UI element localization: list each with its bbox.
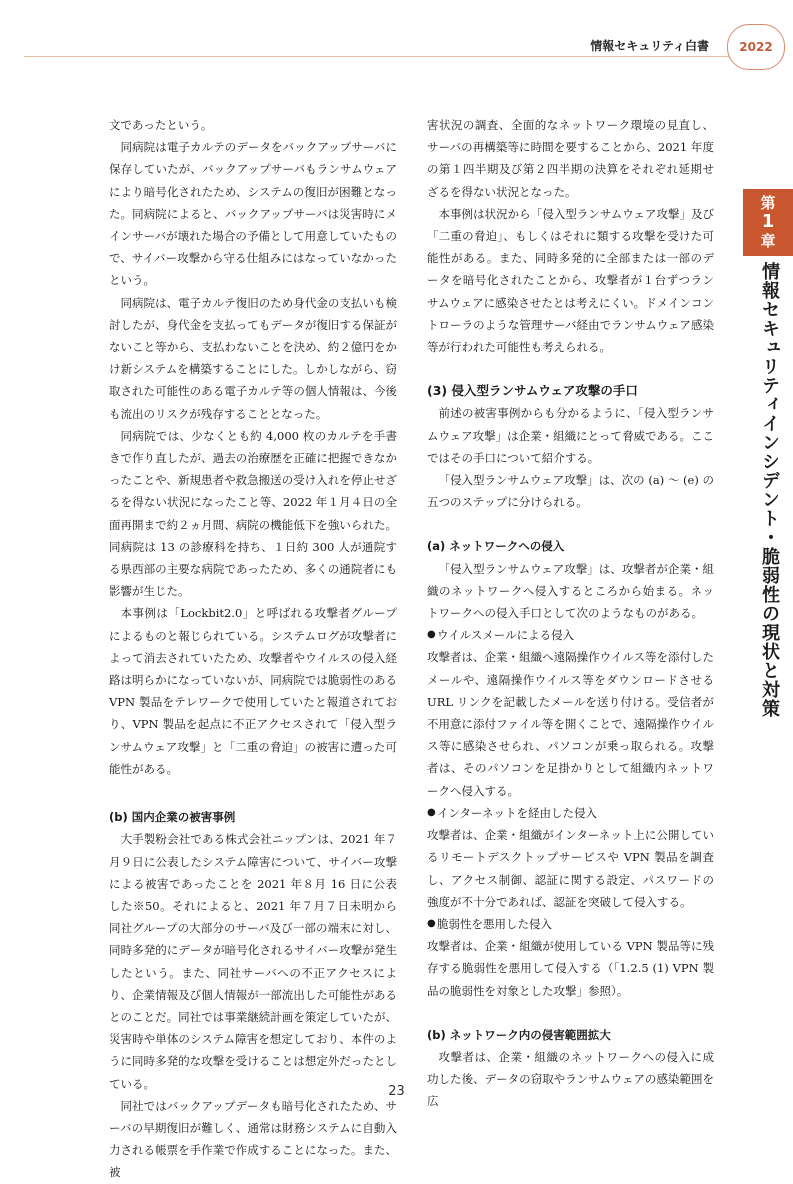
- paragraph: 攻撃者は、企業・組織のネットワークへの侵入に成功した後、データの窃取やランサムウェアの感染範囲を広: [427, 1049, 714, 1109]
- header-rule: [24, 56, 729, 57]
- paragraph: 同社ではバックアップデータも暗号化されたため、サーバの早期復旧が難しく、通常は財務システムに自動入力される帳票を手作業で作成することになった。また、被: [109, 1098, 397, 1180]
- left-column: [109, 114, 397, 1184]
- section-heading-b: (b) ネットワーク内の侵害範囲拡大: [427, 1027, 611, 1042]
- bullet-label: ウイルスメールによる侵入: [437, 628, 575, 643]
- bullet-item: [427, 624, 714, 802]
- bullet-dot-icon: ●: [427, 629, 436, 641]
- paragraph: 「侵入型ランサムウェア攻撃」は、攻撃者が企業・組織のネットワークへ侵入するところから始まる。ネットワークへの侵入手口として次のようなものがある。: [427, 561, 714, 621]
- chapter-label-bottom: 章: [760, 231, 776, 250]
- paragraph: 文であったという。: [109, 118, 213, 132]
- bullet-body: 攻撃者は、企業・組織がインターネット上に公開しているリモートデスクトップサービスや VPN 製品を調査し、アクセス制御、認証に関する設定、パスワードの強度が不十分であれば、認証を突破して侵入する。: [427, 828, 714, 909]
- chapter-number: 1: [761, 211, 775, 233]
- paragraph: 本事例は「Lockbit2.0」と呼ばれる攻撃者グループによるものと報じられている。システムログが攻撃者によって消去されていたため、攻撃者やウイルスの侵入経路は明らかになっていないが、同病院では脆弱性のある VPN 製品をテレワークで使用していたと報道されており、VPN 製品を起点に不正アクセスされて「侵入型ランサムウェア攻撃」と「二重の脅迫」の被害に遭った可能性がある。: [109, 606, 397, 776]
- bullet-item: [427, 802, 714, 913]
- publication-title: 情報セキュリティ白書: [590, 39, 709, 53]
- section-heading-3: (3) 侵入型ランサムウェア攻撃の手口: [427, 383, 638, 399]
- paragraph: 前述の被害事例からも分かるように、「侵入型ランサムウェア攻撃」は企業・組織にとって脅威である。ここではその手口について紹介する。: [427, 406, 714, 465]
- year-badge: 2022: [727, 24, 785, 70]
- bullet-dot-icon: ●: [427, 917, 436, 929]
- bullet-body: 攻撃者は、企業・組織が使用している VPN 製品等に残存する脆弱性を悪用して侵入する（「1.2.5 (1) VPN 製品の脆弱性を対象とした攻撃」参照）。: [427, 939, 714, 998]
- paragraph: 害状況の調査、全面的なネットワーク環境の見直し、サーバの再構築等に時間を要することから、2021 年度の第１四半期及び第２四半期の決算をそれぞれ延期せざるを得ない状況となった。: [427, 118, 714, 199]
- section-heading-a: (a) ネットワークへの侵入: [427, 539, 565, 554]
- page-number: 23: [388, 1084, 405, 1099]
- chapter-label-top: 第: [760, 194, 776, 212]
- paragraph: 本事例は状況から「侵入型ランサムウェア攻撃」及び「二重の脅迫」、もしくはそれに類する攻撃を受けた可能性がある。また、同時多発的に全部または一部のデータを暗号化されたことから、攻撃者が１台ずつランサムウェアに感染させたとは考えにくい。ドメインコントローラのような管理サーバ経由でランサムウェア感染等が行われた可能性も考えられる。: [427, 206, 714, 355]
- bullet-label: 脆弱性を悪用した侵入: [437, 916, 552, 931]
- bullet-dot-icon: ●: [427, 806, 436, 818]
- chapter-title: 情報セキュリティインシデント・脆弱性の現状と対策: [759, 262, 780, 718]
- right-column: [427, 114, 714, 1113]
- bullet-item: [427, 913, 714, 1002]
- chapter-tab: [743, 189, 793, 256]
- paragraph: 同病院は電子カルテのデータをバックアップサーバに保存していたが、バックアップサーバもランサムウェアにより暗号化されたため、システムの復旧が困難となった。同病院によると、バックアップサーバは災害時にメインサーバが壊れた場合の予備として用意していたもので、サイバー攻撃から守る仕組みにはなっていなかったという。: [109, 140, 397, 288]
- section-heading-b: (b) 国内企業の被害事例: [109, 810, 236, 825]
- paragraph: 同病院では、少なくとも約 4,000 枚のカルテを手書きで作り直したが、過去の治療歴を正確に把握できなかったことや、新規患者や救急搬送の受け入れを停止せざるを得ない状況になったこと等、2022 年１月４日の全面再開まで約２ヵ月間、病院の機能低下を強いられた。同病院は 13 の診療科を持ち、１日約 300 人が通院する県西部の主要な病院であったため、多くの通院者にも影響が生じた。: [109, 428, 397, 599]
- bullet-label: インターネットを経由した侵入: [437, 805, 597, 820]
- bullet-body: 攻撃者は、企業・組織へ遠隔操作ウイルス等を添付したメールや、遠隔操作ウイルス等をダウンロードさせる URL リンクを記載したメールを送り付ける。受信者が不用意に添付ファイル等を開くことで、遠隔操作ウイルス等に感染させられ、パソコンが乗っ取られる。攻撃者は、そのパソコンを足掛かりとして組織内ネットワークへ侵入する。: [427, 650, 714, 798]
- paragraph: 「侵入型ランサムウェア攻撃」は、次の (a) ～ (e) の五つのステップに分けられる。: [427, 473, 714, 510]
- paragraph: 大手製粉会社である株式会社ニップンは、2021 年７月９日に公表したシステム障害について、サイバー攻撃による被害であったことを 2021 年８月 16 日に公表した※50。それによると、2021 年７月７日未明から同社グループの大部分のサーバ及び一部の端末に対し、同時多発的にデータが暗号化されるサイバー攻撃が発生したという。また、同社サーバへの不正アクセスにより、企業情報及び個人情報が一部流出した可能性があるとのことだ。同社では事業継続計画を策定していたが、災害時や単体のシステム障害を想定しており、本件のように同時多発的な攻撃を受けることは想定外だったとしている。: [109, 832, 397, 1091]
- paragraph: 同病院は、電子カルテ復旧のため身代金の支払いも検討したが、身代金を支払ってもデータが復旧する保証がないこと等から、支払わないことを決め、約２億円をかけ新システムを構築することにした。しかしながら、窃取された可能性のある電子カルテ等の個人情報は、今後も流出のリスクが残存することとなった。: [109, 295, 397, 421]
